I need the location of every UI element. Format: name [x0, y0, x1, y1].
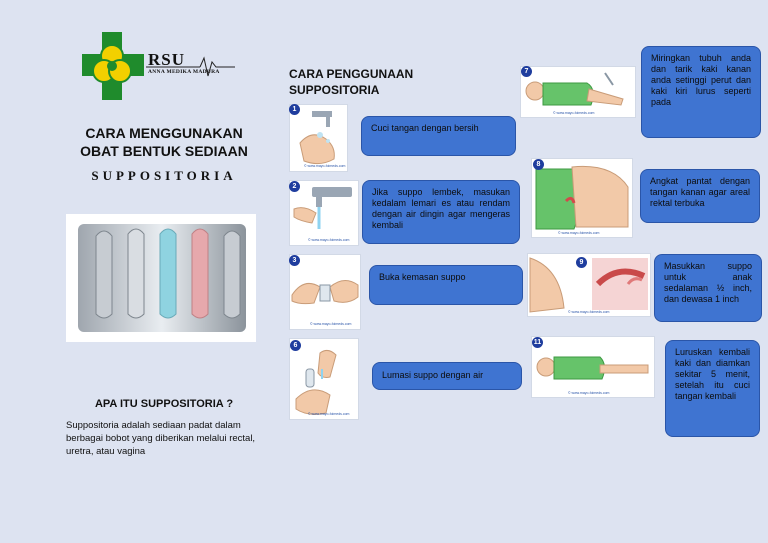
- logo-name: RSU: [148, 50, 186, 69]
- side-lying-illustration: [521, 67, 635, 117]
- suppository-product-image: [66, 214, 256, 342]
- handwashing-illustration: [290, 105, 347, 171]
- step-7-image: [520, 66, 636, 118]
- step-11-image: [531, 336, 655, 398]
- section-heading-line2: SUPPOSITORIA: [289, 83, 380, 97]
- buttocks-lift-illustration: [532, 159, 632, 237]
- step-7-box: [641, 46, 761, 138]
- step-11-caption: © www.mayo-foimeds.com: [568, 391, 610, 395]
- insert-suppository-illustration: [528, 254, 650, 316]
- definition-text: Suppositoria adalah sediaan padat dalam berbagai bobot yang diberikan melalui rectal, uretra, atau vagina: [66, 420, 256, 457]
- step-11-number: 11: [533, 339, 542, 346]
- step-2-text: Jika suppo lembek, masukan kedalam lemari es atau rendam dengan air dingin agar mengeras kembali: [372, 187, 510, 230]
- step-1-image: [289, 104, 348, 172]
- step-1-text: Cuci tangan dengan bersih: [371, 123, 479, 133]
- section-heading: [289, 66, 413, 98]
- step-6-caption: © www.mayo-foimeds.com: [308, 412, 350, 416]
- step-9-text: Masukkan suppo untuk anak sedalaman ½ inch, dan dewasa 1 inch: [664, 261, 752, 304]
- step-3-number: 3: [289, 255, 300, 266]
- lying-rest-illustration: [532, 337, 654, 397]
- logo-subtitle: ANNA MEDIKA MADURA: [148, 69, 220, 75]
- page-title-line2: OBAT BENTUK SEDIAAN: [80, 143, 248, 159]
- step-7-number: 7: [521, 66, 532, 77]
- page-title-suppositoria: SUPPOSITORIA: [91, 168, 237, 183]
- page-title-line1: CARA MENGGUNAKAN: [85, 125, 243, 141]
- step-2-image: [289, 180, 359, 246]
- step-6-number: 6: [290, 340, 301, 351]
- definition-heading: APA ITU SUPPOSITORIA ?: [94, 398, 234, 410]
- step-9-caption: © www.mayo-foimeds.com: [568, 310, 610, 314]
- step-11-box: [665, 340, 760, 437]
- section-heading-line1: CARA PENGGUNAAN: [289, 67, 414, 81]
- step-8-image: [531, 158, 633, 238]
- step-9-number: 9: [576, 257, 587, 268]
- step-1-box: [361, 116, 516, 156]
- step-6-box: [372, 362, 522, 390]
- step-3-caption: © www.mayo-foimeds.com: [310, 322, 352, 326]
- step-2-number: 2: [289, 181, 300, 192]
- step-1-caption: © www.mayo-foimeds.com: [304, 164, 346, 168]
- step-3-box: [369, 265, 523, 305]
- step-3-text: Buka kemasan suppo: [379, 272, 466, 282]
- step-1-number: 1: [289, 104, 300, 115]
- step-9-image: [527, 253, 651, 317]
- step-8-text: Angkat pantat dengan tangan kanan agar areal rektal terbuka: [650, 176, 750, 208]
- faucet-illustration: [290, 181, 358, 245]
- lubricate-illustration: [290, 339, 358, 419]
- step-8-number: 8: [533, 159, 544, 170]
- step-6-image: [289, 338, 359, 420]
- step-3-image: [289, 254, 361, 330]
- step-9-box: [654, 254, 762, 322]
- step-7-text: Miringkan tubuh anda dan tarik kaki kanan anda setinggi perut dan kaki kiri lurus seperti pada: [651, 53, 751, 107]
- step-8-caption: © www.mayo-foimeds.com: [558, 231, 600, 235]
- step-8-box: [640, 169, 760, 223]
- step-11-text: Luruskan kembali kaki dan diamkan sekitar 5 menit, setelah itu cuci tangan kembali: [675, 347, 750, 401]
- open-package-illustration: [290, 255, 360, 329]
- step-2-caption: © www.mayo-foimeds.com: [308, 238, 350, 242]
- step-6-text: Lumasi suppo dengan air: [382, 370, 484, 380]
- step-2-box: [362, 180, 520, 244]
- step-7-caption: © www.mayo-foimeds.com: [553, 111, 595, 115]
